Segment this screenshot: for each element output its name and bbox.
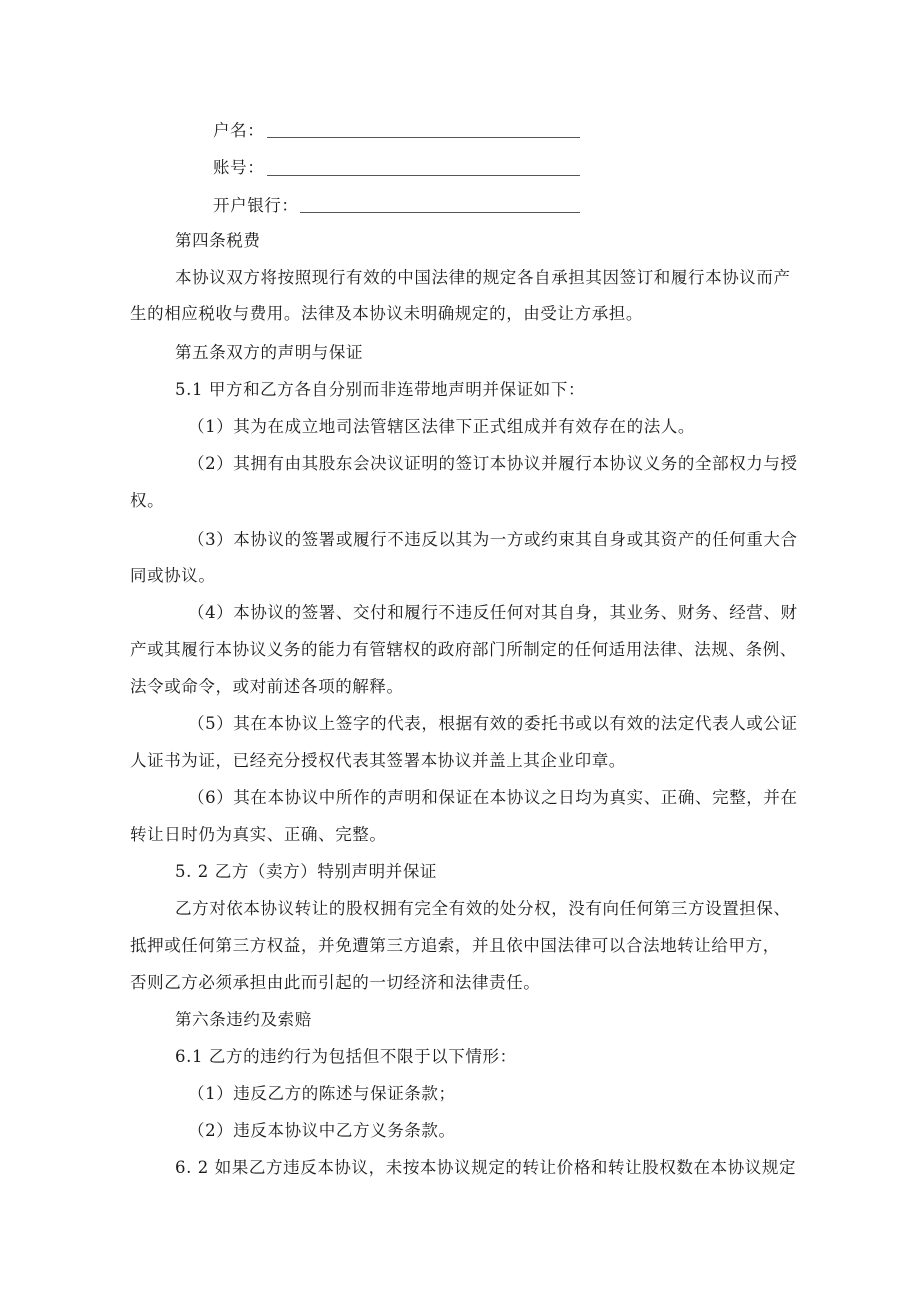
article4-line-1: 本协议双方将按照现行有效的中国法律的规定各自承担其因签订和履行本协议而产: [175, 268, 791, 287]
clause-5-2-body-line-2: 抵押或任何第三方权益，并免遭第三方追索，并且依中国法律可以合法地转让给甲方，: [130, 936, 780, 955]
article4-title: 第四条税费: [175, 231, 261, 250]
account-name-blank: [267, 137, 580, 138]
account-name-label: 户名：: [213, 121, 265, 140]
article5-item6-line-1: （6）其在本协议中所作的声明和保证在本协议之日均为真实、正确、完整，并在: [188, 788, 798, 807]
article4-line-2: 生的相应税收与费用。法律及本协议未明确规定的，由受让方承担。: [130, 304, 643, 323]
article5-item2-line-2: 权。: [130, 491, 165, 510]
clause-6-2: 6. 2 如果乙方违反本协议，未按本协议规定的转让价格和转让股权数在本协议规定: [175, 1158, 797, 1177]
clause-5-2-body-line-1: 乙方对依本协议转让的股权拥有完全有效的处分权，没有向任何第三方设置担保、: [175, 899, 791, 918]
account-bank-label: 开户银行：: [213, 196, 299, 215]
article5-item4-line-3: 法令或命令，或对前述各项的解释。: [130, 677, 404, 696]
article6-item1: （1）违反乙方的陈述与保证条款；: [188, 1084, 456, 1103]
article5-item5-line-2: 人证书为证，已经充分授权代表其签署本协议并盖上其企业印章。: [130, 751, 626, 770]
article5-item2-line-1: （2）其拥有由其股东会决议证明的签订本协议并履行本协议义务的全部权力与授: [188, 454, 798, 473]
article5-item3-line-2: 同或协议。: [130, 566, 216, 585]
clause-5-2-body-line-3: 否则乙方必须承担由此而引起的一切经济和法律责任。: [130, 973, 541, 992]
clause-5-2: 5. 2 乙方（卖方）特别声明并保证: [175, 862, 438, 881]
article6-title: 第六条违约及索赔: [175, 1010, 312, 1029]
article5-item3-line-1: （3）本协议的签署或履行不违反以其为一方或约束其自身或其资产的任何重大合: [188, 530, 798, 549]
article5-item1-line-1: （1）其为在成立地司法管辖区法律下正式组成并有效存在的法人。: [188, 417, 695, 436]
clause-6-1: 6.1 乙方的违约行为包括但不限于以下情形：: [175, 1047, 517, 1066]
account-number-label: 账号：: [213, 158, 265, 177]
article5-item6-line-2: 转让日时仍为真实、正确、完整。: [130, 825, 387, 844]
article6-item2: （2）违反本协议中乙方义务条款。: [188, 1121, 456, 1140]
account-number-blank: [267, 175, 580, 176]
clause-5-1: 5.1 甲方和乙方各自分别而非连带地声明并保证如下：: [175, 380, 586, 399]
article5-item5-line-1: （5）其在本协议上签字的代表，根据有效的委托书或以有效的法定代表人或公证: [188, 714, 798, 733]
article5-title: 第五条双方的声明与保证: [175, 343, 364, 362]
account-bank-blank: [300, 212, 580, 213]
article5-item4-line-1: （4）本协议的签署、交付和履行不违反任何对其自身，其业务、财务、经营、财: [188, 603, 798, 622]
article5-item4-line-2: 产或其履行本协议义务的能力有管辖权的政府部门所制定的任何适用法律、法规、条例、: [130, 640, 797, 659]
